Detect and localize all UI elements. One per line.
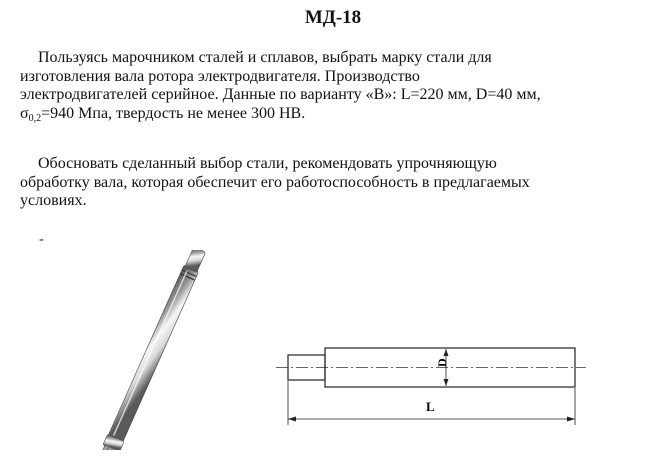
justification-line-1: Обосновать сделанный выбор стали, рекомендовать упрочняющую	[38, 155, 497, 172]
task-line-1: Пользуясь марочником сталей и сплавов, выбрать марку стали для	[38, 49, 492, 66]
justification-line-2: обработку вала, которая обеспечит его работоспособность в предлагаемых	[20, 173, 530, 191]
justification-paragraph	[20, 155, 645, 211]
task-line-4	[20, 105, 645, 129]
sigma-symbol: σ	[20, 104, 29, 122]
shaft-drawing	[268, 325, 588, 425]
length-label: L	[426, 399, 435, 414]
document-title: МД-18	[304, 7, 362, 28]
diameter-label: D	[435, 358, 449, 367]
justification-line-3: условиях.	[20, 192, 87, 210]
task-paragraph	[20, 49, 645, 128]
sigma-subscript: 0,2	[28, 112, 42, 124]
shaft-photo	[30, 250, 280, 450]
stray-dash: -	[39, 232, 44, 247]
task-line-2: изготовления вала ротора электродвигателя. Производство	[20, 67, 420, 85]
task-line-4-rest: =940 Мпа, твердость не менее 300 HB.	[41, 104, 306, 122]
task-line-3: электродвигателей серийное. Данные по варианту «В»: L=220 мм, D=40 мм,	[20, 86, 541, 104]
